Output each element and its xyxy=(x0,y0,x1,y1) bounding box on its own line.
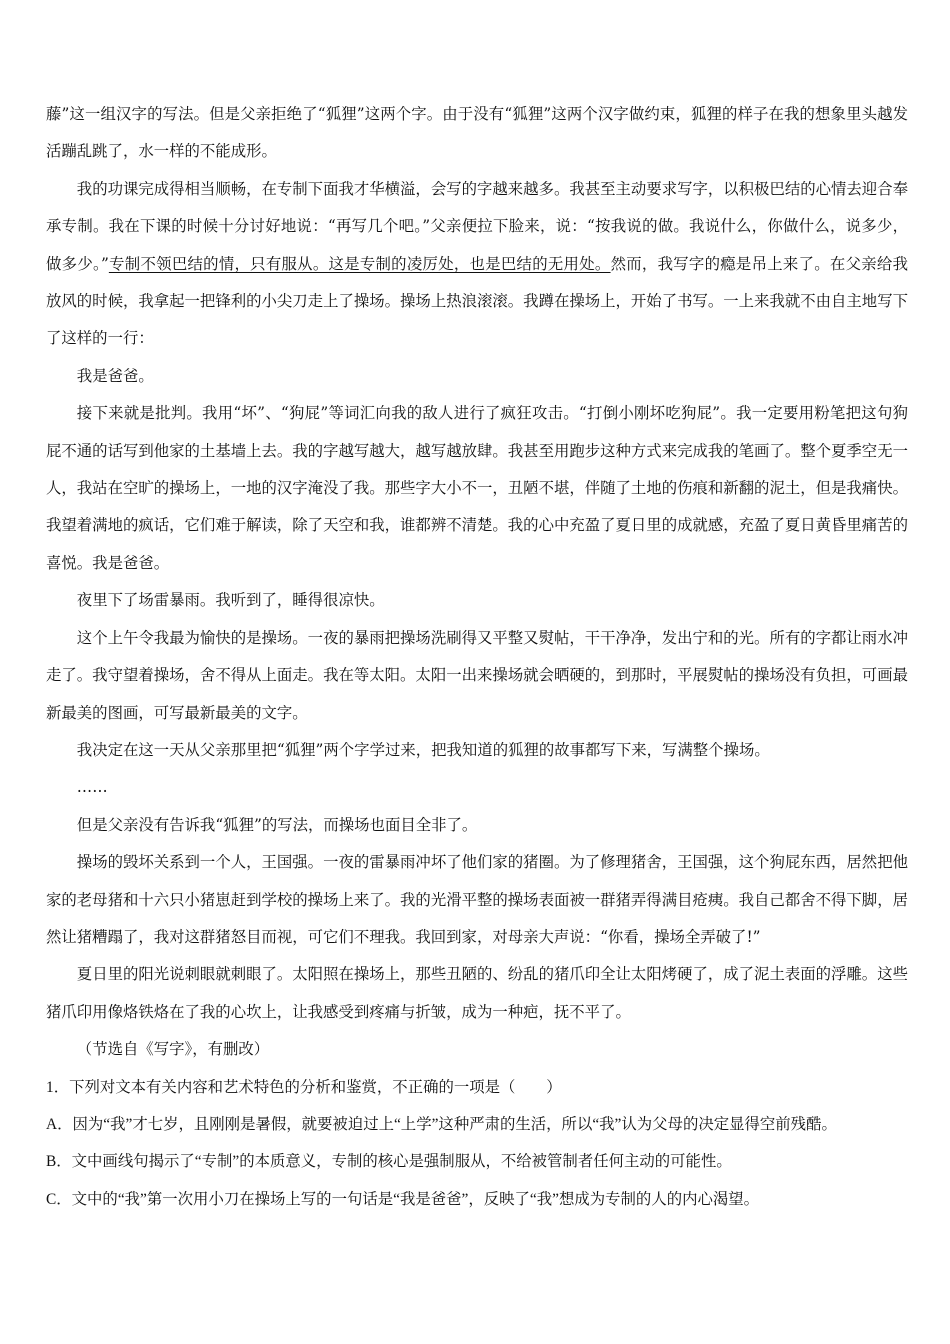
passage-paragraph-1 xyxy=(46,171,908,358)
passage-paragraph-10: 夏日里的阳光说刺眼就刺眼了。太阳照在操场上，那些丑陋的、纷乱的猪爪印全让太阳烤硬了，成了泥土表面的浮雕。这些猪爪印用像烙铁烙在了我的心坎上，让我感受到疼痛与折皱，成为一种疤，抚不平了。 xyxy=(46,965,908,1021)
passage-paragraph-5: 这个上午令我最为愉快的是操场。一夜的暴雨把操场洗刷得又平整又熨帖，干干净净，发出宁和的光。所有的字都让雨水冲走了。我守望着操场，舍不得从上面走。我在等太阳。太阳一出来操场就会晒硬的，到那时，平展熨帖的操场没有负担，可画最新最美的图画，可写最新最美的文字。 xyxy=(46,628,908,722)
passage-paragraph-4: 夜里下了场雷暴雨。我听到了，睡得很凉快。 xyxy=(76,591,385,610)
underlined-sentence: 专制不领巴结的情，只有服从。这是专制的凌厉处，也是巴结的无用处。 xyxy=(108,254,611,273)
option-c: C．文中的“我”第一次用小刀在操场上写的一句话是“我是爸爸”，反映了“我”想成为专制的人的内心渴望。 xyxy=(46,1190,760,1208)
passage-paragraph-1-end: 然而，我写字的瘾是吊上来了。在父亲给我放风的时候，我拿起一把锋利的小尖刀走上了操场。操场上热浪滚滚。我蹲在操场上，开始了书写。一上来我就不由自主地写下了这样的一行： xyxy=(46,254,908,348)
passage-paragraph-9: 操场的毁坏关系到一个人，王国强。一夜的雷暴雨冲坏了他们家的猪圈。为了修理猪舍，王国强，这个狗屁东西，居然把他家的老母猪和十六只小猪崽赶到学校的操场上来了。我的光滑平整的操场表面被一群猪弄得满目疮痍。我自己都舍不得下脚，居然让猪糟蹋了，我对这群猪怒目而视，可它们不理我。我回到家，对母亲大声说：“你看，操场全弄破了!” xyxy=(46,853,908,946)
option-a: A．因为“我”才七岁，且刚刚是暑假，就要被迫过上“上学”这种严肃的生活，所以“我”认为父母的决定显得空前残酷。 xyxy=(46,1115,837,1133)
option-b: B．文中画线句揭示了“专制”的本质意义，专制的核心是强制服从，不给被管制者任何主动的可能性。 xyxy=(46,1153,732,1171)
passage-paragraph-6: 我决定在这一天从父亲那里把“狐狸”两个字学过来，把我知道的狐狸的故事都写下来，写满整个操场。 xyxy=(76,740,770,759)
passage-paragraph-8: 但是父亲没有告诉我“狐狸”的写法，而操场也面目全非了。 xyxy=(76,815,478,834)
passage-paragraph-2: 我是爸爸。 xyxy=(76,366,154,385)
question-stem: 1．下列对文本有关内容和艺术特色的分析和鉴赏，不正确的一项是（ ） xyxy=(46,1078,562,1096)
passage-ellipsis: …… xyxy=(76,778,108,797)
passage-paragraph-3: 接下来就是批判。我用“坏”、“狗屁”等词汇向我的敌人进行了疯狂攻击。“打倒小刚坏吃狗屁”。我一定要用粉笔把这句狗屁不通的话写到他家的土基墙上去。我的字越写越大，越写越放肆。我甚至用跑步这种方式来完成我的笔画了。整个夏季空无一人，我站在空旷的操场上，一地的汉字淹没了我。那些字大小不一，丑陋不堪，伴随了土地的伤痕和新翻的泥土，但是我痛快。我望着满地的疯话，它们难于解读，除了天空和我，谁都辨不清楚。我的心中充盈了夏日里的成就感，充盈了夏日黄昏里痛苦的喜悦。我是爸爸。 xyxy=(46,404,908,572)
passage-paragraph-0: 藤”这一组汉字的写法。但是父亲拒绝了“狐狸”这两个字。由于没有“狐狸”这两个汉字做约束，狐狸的样子在我的想象里头越发活蹦乱跳了，水一样的不能成形。 xyxy=(46,105,908,161)
passage-paragraph-1-start: 我的功课完成得相当顺畅，在专制下面我才华横溢，会写的字越来越多。我甚至主动要求写字，以积极巴结的心情去迎合奉承专制。我在下课的时候十分讨好地说：“再写几个吧。”父亲便拉下脸来，说：“按我说的做。我说什么，你做什么，说多少，做多少。” xyxy=(46,179,908,273)
document-page xyxy=(46,96,908,1218)
passage-source: （节选自《写字》，有删改） xyxy=(76,1040,270,1059)
